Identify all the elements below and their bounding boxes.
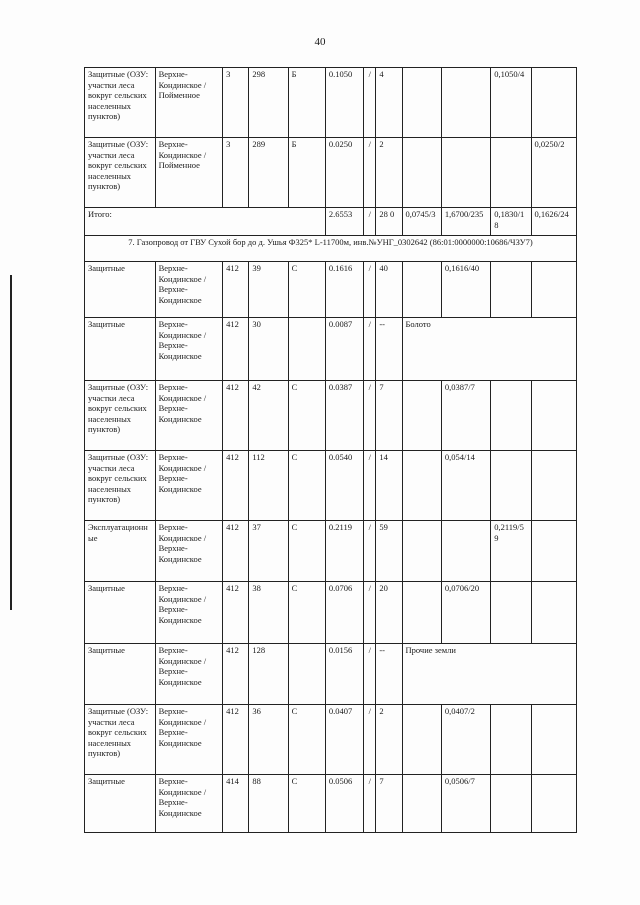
cell-forestry: Верхне-Кондинское / Верхне-Кондинское <box>155 381 223 451</box>
forest-plots-table <box>84 67 577 833</box>
cell-quarter: 412 <box>223 262 249 318</box>
cell-c1 <box>402 582 441 644</box>
cell-plot: 39 <box>249 262 288 318</box>
total-c4: 0,1626/24 <box>531 208 576 236</box>
table-row <box>85 644 577 705</box>
cell-cat: С <box>288 262 325 318</box>
total-c3: 0,1830/18 <box>491 208 531 236</box>
cell-plot: 37 <box>249 521 288 582</box>
cell-num: 20 <box>376 582 402 644</box>
cell-c2 <box>441 68 490 138</box>
cell-slash: / <box>364 521 376 582</box>
cell-type: Защитные <box>85 775 156 833</box>
cell-num: 7 <box>376 775 402 833</box>
cell-cat <box>288 318 325 381</box>
cell-c4 <box>531 521 576 582</box>
scan-margin-mark <box>10 275 12 610</box>
cell-c1 <box>402 68 441 138</box>
cell-cat: С <box>288 381 325 451</box>
cell-slash: / <box>364 318 376 381</box>
cell-plot: 298 <box>249 68 288 138</box>
cell-forestry: Верхне-Кондинское / Верхне-Кондинское <box>155 582 223 644</box>
cell-cat <box>288 644 325 705</box>
cell-area: 0.0407 <box>325 705 363 775</box>
cell-area: 0.1616 <box>325 262 363 318</box>
table-row <box>85 318 577 381</box>
cell-plot: 289 <box>249 138 288 208</box>
cell-c1 <box>402 521 441 582</box>
cell-c3 <box>491 775 531 833</box>
cell-note: Прочие земли <box>402 644 576 705</box>
cell-plot: 30 <box>249 318 288 381</box>
cell-c1 <box>402 381 441 451</box>
total-slash: / <box>364 208 376 236</box>
cell-quarter: 3 <box>223 68 249 138</box>
table-row <box>85 138 577 208</box>
cell-num: 40 <box>376 262 402 318</box>
total-label: Итого: <box>85 208 326 236</box>
cell-num: 7 <box>376 381 402 451</box>
cell-plot: 128 <box>249 644 288 705</box>
cell-quarter: 412 <box>223 451 249 521</box>
cell-cat: С <box>288 451 325 521</box>
cell-forestry: Верхне-Кондинское / Верхне-Кондинское <box>155 318 223 381</box>
cell-forestry: Верхне-Кондинское / Верхне-Кондинское <box>155 521 223 582</box>
section-title: 7. Газопровод от ГВУ Сухой бор до д. Ушья Ф325* L-11700м, инв.№УНГ_0302642 (86:01:0000000:10686/ЧЗУ7) <box>85 236 577 262</box>
cell-plot: 112 <box>249 451 288 521</box>
cell-c1 <box>402 775 441 833</box>
cell-c1 <box>402 451 441 521</box>
cell-c4 <box>531 582 576 644</box>
cell-forestry: Верхне-Кондинское / Пойменное <box>155 68 223 138</box>
cell-num: -- <box>376 644 402 705</box>
cell-area: 0.0506 <box>325 775 363 833</box>
cell-c3 <box>491 262 531 318</box>
table-row <box>85 68 577 138</box>
cell-forestry: Верхне-Кондинское / Верхне-Кондинское <box>155 262 223 318</box>
cell-c3 <box>491 451 531 521</box>
cell-area: 0.1050 <box>325 68 363 138</box>
cell-slash: / <box>364 381 376 451</box>
table-row <box>85 262 577 318</box>
cell-quarter: 412 <box>223 705 249 775</box>
table-row <box>85 775 577 833</box>
cell-slash: / <box>364 451 376 521</box>
cell-forestry: Верхне-Кондинское / Верхне-Кондинское <box>155 451 223 521</box>
cell-area: 0.0250 <box>325 138 363 208</box>
cell-c4: 0,0250/2 <box>531 138 576 208</box>
cell-quarter: 412 <box>223 521 249 582</box>
cell-type: Защитные (ОЗУ: участки леса вокруг сельских населенных пунктов) <box>85 138 156 208</box>
cell-c4 <box>531 68 576 138</box>
cell-c3: 0,1050/4 <box>491 68 531 138</box>
cell-plot: 38 <box>249 582 288 644</box>
cell-c4 <box>531 705 576 775</box>
cell-slash: / <box>364 262 376 318</box>
cell-quarter: 3 <box>223 138 249 208</box>
total-area: 2.6553 <box>325 208 363 236</box>
cell-slash: / <box>364 68 376 138</box>
cell-slash: / <box>364 775 376 833</box>
table-row <box>85 451 577 521</box>
cell-cat: С <box>288 775 325 833</box>
cell-c3 <box>491 138 531 208</box>
cell-cat: С <box>288 521 325 582</box>
cell-c2 <box>441 521 490 582</box>
total-row <box>85 208 577 236</box>
cell-c2: 0,054/14 <box>441 451 490 521</box>
cell-c3 <box>491 705 531 775</box>
cell-type: Защитные <box>85 644 156 705</box>
cell-note: Болото <box>402 318 576 381</box>
cell-slash: / <box>364 705 376 775</box>
cell-type: Защитные (ОЗУ: участки леса вокруг сельских населенных пунктов) <box>85 705 156 775</box>
cell-slash: / <box>364 644 376 705</box>
cell-c1 <box>402 705 441 775</box>
cell-c4 <box>531 775 576 833</box>
cell-c3: 0,2119/59 <box>491 521 531 582</box>
cell-quarter: 412 <box>223 644 249 705</box>
cell-plot: 42 <box>249 381 288 451</box>
cell-forestry: Верхне-Кондинское / Верхне-Кондинское <box>155 644 223 705</box>
cell-num: 59 <box>376 521 402 582</box>
table-row <box>85 705 577 775</box>
cell-forestry: Верхне-Кондинское / Верхне-Кондинское <box>155 705 223 775</box>
cell-num: 4 <box>376 68 402 138</box>
cell-num: 14 <box>376 451 402 521</box>
table-row <box>85 381 577 451</box>
cell-c2: 0,0506/7 <box>441 775 490 833</box>
cell-plot: 88 <box>249 775 288 833</box>
cell-area: 0.0156 <box>325 644 363 705</box>
cell-type: Защитные <box>85 262 156 318</box>
cell-c4 <box>531 451 576 521</box>
cell-type: Защитные <box>85 582 156 644</box>
cell-forestry: Верхне-Кондинское / Пойменное <box>155 138 223 208</box>
table-row <box>85 521 577 582</box>
cell-quarter: 412 <box>223 381 249 451</box>
cell-cat: Б <box>288 138 325 208</box>
cell-c4 <box>531 262 576 318</box>
cell-c2: 0,1616/40 <box>441 262 490 318</box>
cell-type: Защитные (ОЗУ: участки леса вокруг сельских населенных пунктов) <box>85 451 156 521</box>
page-number: 40 <box>314 36 326 48</box>
cell-area: 0.0706 <box>325 582 363 644</box>
table-row <box>85 582 577 644</box>
cell-area: 0.0540 <box>325 451 363 521</box>
cell-c2: 0,0387/7 <box>441 381 490 451</box>
cell-c1 <box>402 138 441 208</box>
cell-plot: 36 <box>249 705 288 775</box>
cell-quarter: 414 <box>223 775 249 833</box>
cell-slash: / <box>364 582 376 644</box>
cell-quarter: 412 <box>223 318 249 381</box>
cell-num: 2 <box>376 705 402 775</box>
cell-quarter: 412 <box>223 582 249 644</box>
cell-type: Защитные (ОЗУ: участки леса вокруг сельских населенных пунктов) <box>85 381 156 451</box>
cell-c3 <box>491 582 531 644</box>
total-c2: 1,6700/235 <box>441 208 490 236</box>
cell-forestry: Верхне-Кондинское / Верхне-Кондинское <box>155 775 223 833</box>
cell-c4 <box>531 381 576 451</box>
cell-c2 <box>441 138 490 208</box>
cell-num: -- <box>376 318 402 381</box>
cell-area: 0.0087 <box>325 318 363 381</box>
cell-area: 0.0387 <box>325 381 363 451</box>
cell-c3 <box>491 381 531 451</box>
total-c1: 0,0745/3 <box>402 208 441 236</box>
total-num: 28 0 <box>376 208 402 236</box>
cell-area: 0.2119 <box>325 521 363 582</box>
cell-type: Эксплуатационные <box>85 521 156 582</box>
cell-num: 2 <box>376 138 402 208</box>
cell-c2: 0,0407/2 <box>441 705 490 775</box>
cell-slash: / <box>364 138 376 208</box>
cell-cat: С <box>288 705 325 775</box>
cell-c2: 0,0706/20 <box>441 582 490 644</box>
cell-cat: Б <box>288 68 325 138</box>
cell-c1 <box>402 262 441 318</box>
cell-type: Защитные <box>85 318 156 381</box>
cell-type: Защитные (ОЗУ: участки леса вокруг сельских населенных пунктов) <box>85 68 156 138</box>
section-row <box>85 236 577 262</box>
cell-cat: С <box>288 582 325 644</box>
